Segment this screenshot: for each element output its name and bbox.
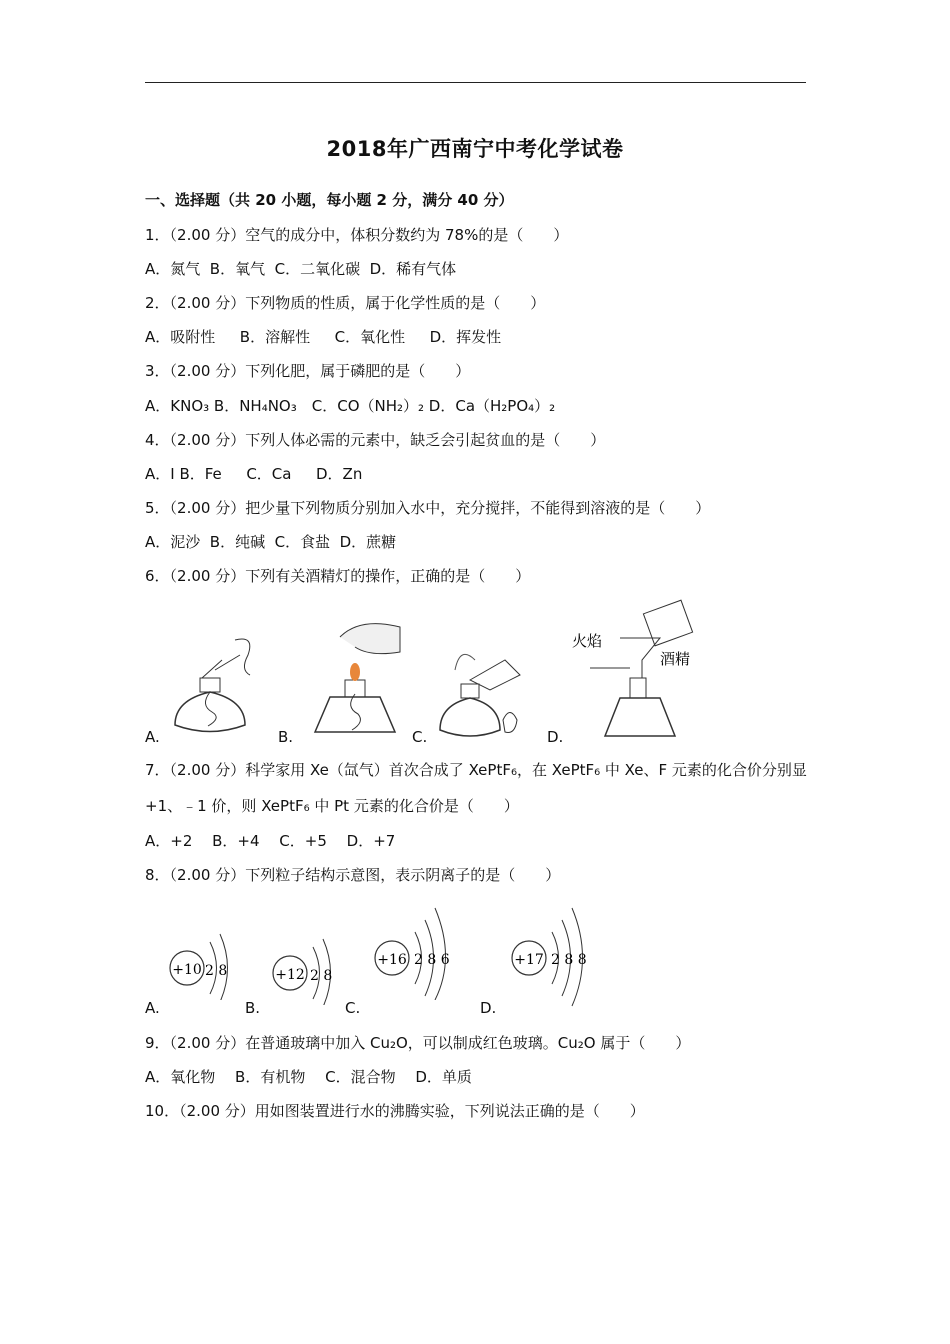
q8-label-b: B.: [245, 999, 261, 1017]
question-3-options: A．KNO₃ B．NH₄NO₃ C．CO（NH₂）₂ D．Ca（H₂PO₄）₂: [145, 397, 556, 415]
question-3: 3．（2.00 分）下列化肥，属于磷肥的是（ ）: [145, 362, 471, 380]
nucleus-label-a: +10: [172, 962, 202, 978]
flame-label: 火焰: [572, 632, 603, 650]
question-8: 8．（2.00 分）下列粒子结构示意图，表示阴离子的是（ ）: [145, 866, 561, 884]
q6-label-d: D.: [547, 728, 564, 746]
nucleus-label-d: +17: [514, 952, 544, 968]
shells-label-b: 2 8: [310, 968, 333, 984]
atom-diagram-d: [505, 900, 605, 1010]
question-7-options: A．+2 B．+4 C．+5 D．+7: [145, 832, 396, 850]
question-7-line-2: +1、﹣1 价，则 XePtF₆ 中 Pt 元素的化合价是（ ）: [145, 797, 519, 815]
shells-label-d: 2 8 8: [551, 952, 587, 968]
page-title: 2018年广西南宁中考化学试卷: [326, 137, 624, 161]
question-1: 1．（2.00 分）空气的成分中，体积分数约为 78%的是（ ）: [145, 226, 569, 244]
question-5-options: A．泥沙 B．纯碱 C．食盐 D．蔗糖: [145, 533, 397, 551]
question-9: 9．（2.00 分）在普通玻璃中加入 Cu₂O，可以制成红色玻璃。Cu₂O 属于（ ）: [145, 1034, 691, 1052]
question-2: 2．（2.00 分）下列物质的性质，属于化学性质的是（ ）: [145, 294, 546, 312]
alcohol-label: 酒精: [660, 650, 691, 668]
atom-diagram-a: [165, 920, 245, 1000]
alcohol-lamp-c-figure: [435, 640, 545, 740]
atom-diagram-b: [268, 925, 348, 1005]
q8-label-a: A.: [145, 999, 160, 1017]
q8-label-d: D.: [480, 999, 497, 1017]
alcohol-lamp-d-figure: [570, 598, 700, 743]
question-2-options: A．吸附性 B．溶解性 C．氧化性 D．挥发性: [145, 328, 502, 346]
question-4-options: A．I B．Fe C．Ca D．Zn: [145, 465, 363, 483]
shells-label-c: 2 8 6: [414, 952, 450, 968]
nucleus-label-b: +12: [275, 967, 305, 983]
nucleus-label-c: +16: [377, 952, 407, 968]
question-7-line-1: 7．（2.00 分）科学家用 Xe（氙气）首次合成了 XePtF₆，在 XePtF₆ 中 Xe、F 元素的化合价分别显: [145, 761, 807, 779]
q8-label-c: C.: [345, 999, 361, 1017]
q6-label-a: A.: [145, 728, 160, 746]
q6-label-b: B.: [278, 728, 294, 746]
alcohol-lamp-a-figure: [160, 630, 260, 740]
question-5: 5．（2.00 分）把少量下列物质分别加入水中，充分搅拌，不能得到溶液的是（ ）: [145, 499, 711, 517]
question-6: 6．（2.00 分）下列有关酒精灯的操作，正确的是（ ）: [145, 567, 531, 585]
question-1-options: A．氮气 B．氧气 C．二氧化碳 D．稀有气体: [145, 260, 457, 278]
question-4: 4．（2.00 分）下列人体必需的元素中，缺乏会引起贫血的是（ ）: [145, 431, 606, 449]
section-heading: 一、选择题（共 20 小题，每小题 2 分，满分 40 分）: [145, 191, 514, 209]
question-10: 10．（2.00 分）用如图装置进行水的沸腾实验，下列说法正确的是（ ）: [145, 1102, 645, 1120]
shells-label-a: 2 8: [205, 963, 228, 979]
atom-diagram-c: [368, 900, 468, 1000]
q6-label-c: C.: [412, 728, 428, 746]
header-rule: [145, 82, 806, 83]
alcohol-lamp-b-figure: [300, 612, 410, 742]
question-9-options: A．氧化物 B．有机物 C．混合物 D．单质: [145, 1068, 472, 1086]
